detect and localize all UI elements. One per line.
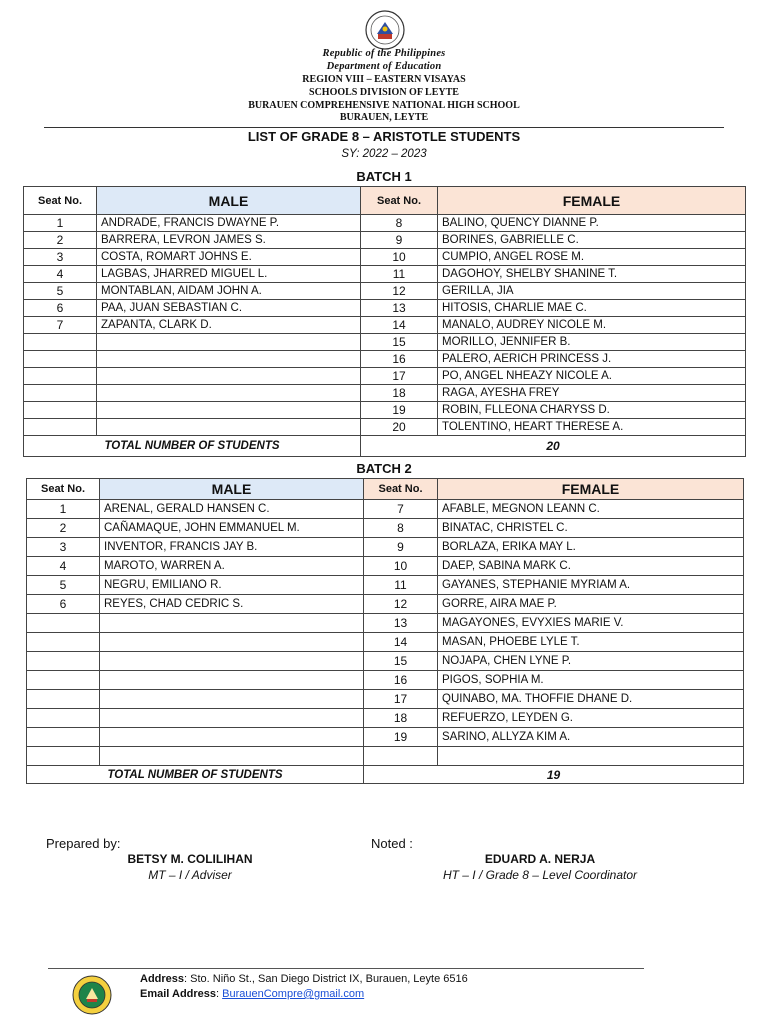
male-name-cell xyxy=(100,709,364,728)
male-name-cell: ARENAL, GERALD HANSEN C. xyxy=(100,500,364,519)
female-header: FEMALE xyxy=(438,187,746,215)
male-name-cell xyxy=(100,614,364,633)
female-seat-cell: 20 xyxy=(361,419,438,436)
female-name-cell: MAGAYONES, EVYXIES MARIE V. xyxy=(438,614,744,633)
male-seat-cell xyxy=(27,614,100,633)
table-row xyxy=(24,215,746,232)
republic-line: Republic of the Philippines xyxy=(322,48,446,59)
male-name-cell: COSTA, ROMART JOHNS E. xyxy=(97,249,361,266)
table-row xyxy=(27,614,744,633)
female-name-cell: QUINABO, MA. THOFFIE DHANE D. xyxy=(438,690,744,709)
male-name-cell: PAA, JUAN SEBASTIAN C. xyxy=(97,300,361,317)
male-header: MALE xyxy=(97,187,361,215)
female-seat-cell: 10 xyxy=(361,249,438,266)
female-seat-cell: 7 xyxy=(364,500,438,519)
table-row xyxy=(27,595,744,614)
male-name-cell: INVENTOR, FRANCIS JAY B. xyxy=(100,538,364,557)
female-seat-cell: 13 xyxy=(361,300,438,317)
female-name-cell: PO, ANGEL NHEAZY NICOLE A. xyxy=(438,368,746,385)
female-header: FEMALE xyxy=(438,479,744,500)
female-seat-cell: 8 xyxy=(364,519,438,538)
table-row xyxy=(24,266,746,283)
female-seat-cell: 10 xyxy=(364,557,438,576)
male-name-cell xyxy=(100,747,364,766)
male-seat-cell xyxy=(27,690,100,709)
table-row xyxy=(24,232,746,249)
table-row xyxy=(27,690,744,709)
female-name-cell: NOJAPA, CHEN LYNE P. xyxy=(438,652,744,671)
female-name-cell: GAYANES, STEPHANIE MYRIAM A. xyxy=(438,576,744,595)
location-line: BURAUEN, LEYTE xyxy=(339,112,429,123)
male-name-cell: BARRERA, LEVRON JAMES S. xyxy=(97,232,361,249)
female-seat-cell: 19 xyxy=(361,402,438,419)
batch2-total-value: 19 xyxy=(364,766,744,784)
table-row xyxy=(27,519,744,538)
male-seat-cell: 3 xyxy=(27,538,100,557)
male-seat-cell xyxy=(24,334,97,351)
table-row xyxy=(27,747,744,766)
female-seat-cell: 18 xyxy=(361,385,438,402)
table-row xyxy=(27,538,744,557)
male-seat-cell: 4 xyxy=(24,266,97,283)
email-link[interactable]: BurauenCompre@gmail.com xyxy=(222,988,365,1000)
table-row xyxy=(27,500,744,519)
batch1-total-value: 20 xyxy=(361,436,746,457)
batch1-total-label: TOTAL NUMBER OF STUDENTS xyxy=(24,436,361,457)
male-seat-cell: 2 xyxy=(24,232,97,249)
female-seat-cell: 11 xyxy=(364,576,438,595)
female-name-cell: HITOSIS, CHARLIE MAE C. xyxy=(438,300,746,317)
female-seat-cell: 14 xyxy=(361,317,438,334)
table-row xyxy=(24,385,746,402)
male-seat-cell xyxy=(24,368,97,385)
female-name-cell: MORILLO, JENNIFER B. xyxy=(438,334,746,351)
male-name-cell xyxy=(97,385,361,402)
female-seat-cell: 18 xyxy=(364,709,438,728)
female-name-cell: BORINES, GABRIELLE C. xyxy=(438,232,746,249)
female-seat-cell: 12 xyxy=(364,595,438,614)
male-seat-cell: 6 xyxy=(24,300,97,317)
batch2-total-label: TOTAL NUMBER OF STUDENTS xyxy=(27,766,364,784)
male-seat-cell: 2 xyxy=(27,519,100,538)
document-title: LIST OF GRADE 8 – ARISTOTLE STUDENTS xyxy=(247,129,521,144)
female-name-cell: RAGA, AYESHA FREY xyxy=(438,385,746,402)
male-seat-cell xyxy=(27,671,100,690)
male-seat-cell: 3 xyxy=(24,249,97,266)
female-seat-cell xyxy=(364,747,438,766)
female-seat-cell: 12 xyxy=(361,283,438,300)
table-row xyxy=(24,351,746,368)
female-name-cell: GERILLA, JIA xyxy=(438,283,746,300)
table-row xyxy=(27,709,744,728)
female-seat-cell: 14 xyxy=(364,633,438,652)
table-row xyxy=(27,728,744,747)
male-seat-cell xyxy=(27,747,100,766)
female-seat-cell: 19 xyxy=(364,728,438,747)
male-seat-header: Seat No. xyxy=(24,187,97,215)
male-name-cell: MONTABLAN, AIDAM JOHN A. xyxy=(97,283,361,300)
male-seat-cell xyxy=(24,402,97,419)
male-seat-cell: 7 xyxy=(24,317,97,334)
prepared-by-name: BETSY M. COLILIHAN xyxy=(127,852,253,866)
female-name-cell: SARINO, ALLYZA KIM A. xyxy=(438,728,744,747)
noted-by-label: Noted : xyxy=(371,836,413,851)
table-row xyxy=(24,419,746,436)
batch1-title: BATCH 1 xyxy=(356,169,412,184)
female-name-cell: MASAN, PHOEBE LYLE T. xyxy=(438,633,744,652)
male-seat-cell xyxy=(27,633,100,652)
table-row xyxy=(27,633,744,652)
table-row xyxy=(27,576,744,595)
male-name-cell xyxy=(97,368,361,385)
female-name-cell: CUMPIO, ANGEL ROSE M. xyxy=(438,249,746,266)
table-row xyxy=(27,671,744,690)
male-name-cell xyxy=(100,652,364,671)
school-name-line: BURAUEN COMPREHENSIVE NATIONAL HIGH SCHOOL xyxy=(248,100,520,111)
male-name-cell: ZAPANTA, CLARK D. xyxy=(97,317,361,334)
male-name-cell xyxy=(100,728,364,747)
noted-by-name: EDUARD A. NERJA xyxy=(484,852,596,866)
male-seat-cell xyxy=(27,728,100,747)
male-name-cell: REYES, CHAD CEDRIC S. xyxy=(100,595,364,614)
male-seat-cell xyxy=(24,351,97,368)
male-seat-cell xyxy=(24,385,97,402)
female-name-cell: PIGOS, SOPHIA M. xyxy=(438,671,744,690)
male-name-cell: NEGRU, EMILIANO R. xyxy=(100,576,364,595)
female-name-cell: BALINO, QUENCY DIANNE P. xyxy=(438,215,746,232)
female-name-cell: BORLAZA, ERIKA MAY L. xyxy=(438,538,744,557)
prepared-by-role: MT – I / Adviser xyxy=(148,868,232,882)
table-row xyxy=(27,652,744,671)
deped-seal-icon xyxy=(365,10,405,50)
batch2-table xyxy=(26,478,744,784)
male-name-cell xyxy=(97,334,361,351)
school-logo-icon xyxy=(72,975,112,1015)
male-name-cell: LAGBAS, JHARRED MIGUEL L. xyxy=(97,266,361,283)
table-row xyxy=(24,300,746,317)
male-seat-cell xyxy=(27,709,100,728)
male-name-cell: CAÑAMAQUE, JOHN EMMANUEL M. xyxy=(100,519,364,538)
batch1-table xyxy=(23,186,746,457)
division-line: SCHOOLS DIVISION OF LEYTE xyxy=(309,87,459,98)
female-seat-cell: 15 xyxy=(364,652,438,671)
female-name-cell: AFABLE, MEGNON LEANN C. xyxy=(438,500,744,519)
female-name-cell: PALERO, AERICH PRINCESS J. xyxy=(438,351,746,368)
male-seat-cell: 5 xyxy=(24,283,97,300)
footer-email xyxy=(140,988,364,1000)
address-text: : Sto. Niño St., San Diego District IX, Burauen, Leyte 6516 xyxy=(184,973,468,985)
male-seat-cell xyxy=(27,652,100,671)
female-name-cell: ROBIN, FLLEONA CHARYSS D. xyxy=(438,402,746,419)
male-seat-cell xyxy=(24,419,97,436)
footer-address xyxy=(140,973,468,985)
table-row xyxy=(24,249,746,266)
table-row xyxy=(24,283,746,300)
region-line: REGION VIII – EASTERN VISAYAS xyxy=(302,74,466,85)
male-name-cell xyxy=(100,633,364,652)
female-seat-cell: 13 xyxy=(364,614,438,633)
header-divider xyxy=(44,127,724,128)
female-seat-cell: 16 xyxy=(361,351,438,368)
female-name-cell: DAEP, SABINA MARK C. xyxy=(438,557,744,576)
footer-divider xyxy=(48,968,644,969)
female-name-cell xyxy=(438,747,744,766)
male-name-cell xyxy=(97,419,361,436)
female-seat-cell: 16 xyxy=(364,671,438,690)
prepared-by-label: Prepared by: xyxy=(46,836,121,851)
male-name-cell xyxy=(97,402,361,419)
department-line: Department of Education xyxy=(326,61,442,72)
noted-by-role: HT – I / Grade 8 – Level Coordinator xyxy=(442,868,638,882)
male-name-cell: ANDRADE, FRANCIS DWAYNE P. xyxy=(97,215,361,232)
female-seat-cell: 17 xyxy=(361,368,438,385)
table-row xyxy=(24,334,746,351)
table-row xyxy=(24,368,746,385)
male-seat-cell: 6 xyxy=(27,595,100,614)
female-seat-cell: 17 xyxy=(364,690,438,709)
male-seat-cell: 1 xyxy=(24,215,97,232)
male-name-cell: MAROTO, WARREN A. xyxy=(100,557,364,576)
female-seat-header: Seat No. xyxy=(361,187,438,215)
male-header: MALE xyxy=(100,479,364,500)
female-name-cell: MANALO, AUDREY NICOLE M. xyxy=(438,317,746,334)
male-name-cell xyxy=(100,671,364,690)
male-seat-header: Seat No. xyxy=(27,479,100,500)
female-seat-cell: 8 xyxy=(361,215,438,232)
female-seat-header: Seat No. xyxy=(364,479,438,500)
female-seat-cell: 9 xyxy=(361,232,438,249)
table-row xyxy=(24,317,746,334)
table-row xyxy=(27,557,744,576)
table-row xyxy=(24,402,746,419)
school-year: SY: 2022 – 2023 xyxy=(341,148,427,160)
female-seat-cell: 11 xyxy=(361,266,438,283)
female-seat-cell: 9 xyxy=(364,538,438,557)
address-label: Address xyxy=(140,973,185,985)
female-seat-cell: 15 xyxy=(361,334,438,351)
male-name-cell xyxy=(97,351,361,368)
female-name-cell: TOLENTINO, HEART THERESE A. xyxy=(438,419,746,436)
batch2-title: BATCH 2 xyxy=(356,461,412,476)
male-seat-cell: 1 xyxy=(27,500,100,519)
male-name-cell xyxy=(100,690,364,709)
female-name-cell: GORRE, AIRA MAE P. xyxy=(438,595,744,614)
female-name-cell: BINATAC, CHRISTEL C. xyxy=(438,519,744,538)
female-name-cell: REFUERZO, LEYDEN G. xyxy=(438,709,744,728)
email-separator: : xyxy=(216,988,223,1000)
male-seat-cell: 4 xyxy=(27,557,100,576)
email-label: Email Address xyxy=(140,988,217,1000)
male-seat-cell: 5 xyxy=(27,576,100,595)
female-name-cell: DAGOHOY, SHELBY SHANINE T. xyxy=(438,266,746,283)
